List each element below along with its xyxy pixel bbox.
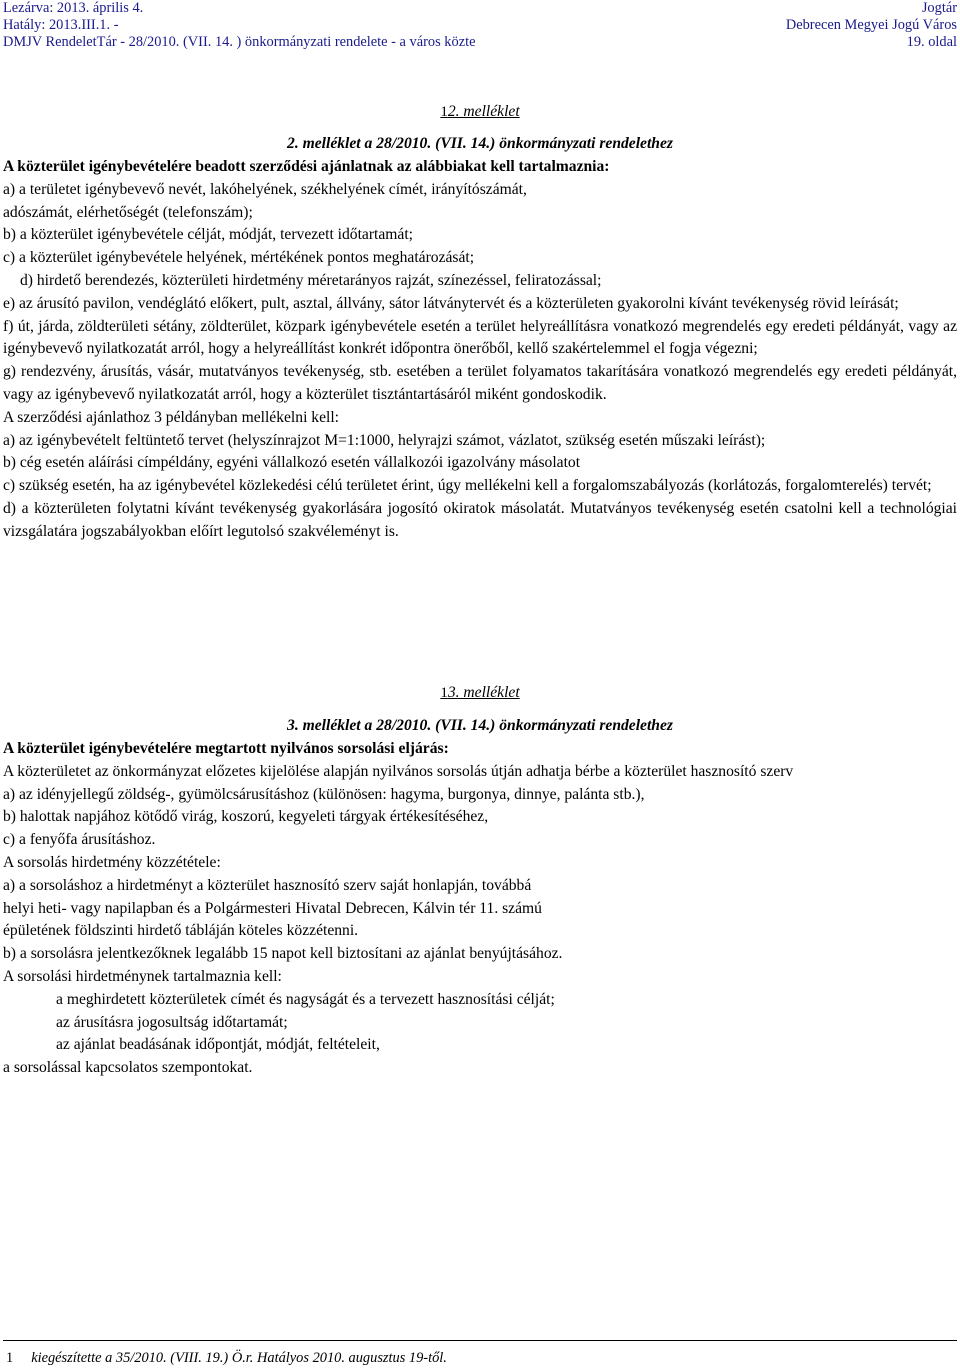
footnote-text: kiegészítette a 35/2010. (VIII. 19.) Ö.r. Hatályos 2010. augusztus 19-től. bbox=[31, 1350, 447, 1366]
annex2-attach-d: d) a közterületen folytatni kívánt tevékenység gyakorlására jogosító okiratok másolatát. Mutatványos tevékenység esetén csatolni kell a technológiai vizsgálatára jogszabályokban előírt legutolsó szakvéleményt is. bbox=[3, 499, 957, 540]
annex2-body bbox=[3, 156, 957, 544]
annex3-publication-line-2: helyi heti- vagy napilapban és a Polgármesteri Hivatal Debrecen, Kálvin tér 11. számú bbox=[3, 899, 542, 917]
annex3-content-item-2: az árusításra jogosultság időtartamát; bbox=[56, 1013, 288, 1031]
annex3-content-item-3: az ajánlat beadásának időpontját, módját, feltételeit, bbox=[56, 1036, 380, 1054]
header-document-title: DMJV RendeletTár - 28/2010. (VII. 14. ) önkormányzati rendelete - a város közte bbox=[3, 34, 476, 50]
annex3-item-a: a) az idényjellegű zöldség-, gyümölcsárusításhoz (különösen: hagyma, burgonya, dinnye, palánta stb.), bbox=[3, 785, 645, 803]
annex3-body bbox=[3, 738, 957, 1080]
annex2-item-e: e) az árusító pavilon, vendéglátó előkert, pult, asztal, állvány, sátor látványtervét és a közterületen gyakorolni kívánt tevékenység rövid leírását; bbox=[3, 294, 899, 312]
annex3-item-b: b) halottak napjához kötődő virág, koszorú, kegyeleti tárgyak értékesítéséhez, bbox=[3, 808, 489, 826]
annex2-attach-intro: A szerződési ajánlathoz 3 példányban mellékelni kell: bbox=[3, 408, 340, 426]
annex3-link[interactable] bbox=[440, 684, 519, 701]
footnote-number: 1 bbox=[6, 1350, 14, 1366]
annex2-item-d: d) hirdető berendezés, közterületi hirdetmény méretarányos rajzát, színezéssel, feliratozással; bbox=[20, 271, 602, 289]
annex3-footnote-mark[interactable]: 1 bbox=[440, 685, 448, 701]
annex2-item-a: a) a területet igénybevevő nevét, lakóhelyének, székhelyének címét, irányítószámát, bbox=[3, 180, 527, 198]
header-publisher: Debrecen Megyei Jogú Város bbox=[785, 17, 957, 33]
annex2-footnote-mark[interactable]: 1 bbox=[440, 104, 448, 120]
annex3-content-intro: A sorsolási hirdetménynek tartalmaznia kell: bbox=[3, 967, 282, 985]
annex3-item-c: c) a fenyőfa árusításhoz. bbox=[3, 831, 156, 849]
header-closed-date: Lezárva: 2013. április 4. bbox=[3, 0, 144, 16]
annex3-link-line bbox=[3, 682, 957, 705]
annex2-attach-c: c) szükség esetén, ha az igénybevétel közlekedési célú területet érint, úgy mellékelni kell a forgalomszabályozás (korlátozás, forgalomterelés) tervét; bbox=[3, 477, 932, 495]
annex3-title: 3. melléklet a 28/2010. (VII. 14.) önkormányzati rendelethez bbox=[287, 717, 673, 734]
header-effective-date: Hatály: 2013.III.1. - bbox=[3, 17, 119, 33]
page-header bbox=[3, 0, 957, 51]
annex3-publication-line-3: épületének földszinti hirdető tábláján köteles közzétenni. bbox=[3, 922, 359, 940]
annex2-link-line bbox=[3, 101, 957, 124]
header-page-number: 19. oldal bbox=[906, 34, 957, 50]
annex2-attach-a: a) az igénybevételt feltüntető tervet (helyszínrajzot M=1:1000, helyrajzi számot, vázlatot, szükség esetén műszaki leírást); bbox=[3, 431, 766, 449]
footnote-separator bbox=[3, 1340, 957, 1341]
annex3-intro: A közterületet az önkormányzat előzetes kijelölése alapján nyilvános sorsolás útján adhatja bérbe a közterület hasznosító szerv bbox=[3, 762, 794, 780]
annex2-title: 2. melléklet a 28/2010. (VII. 14.) önkormányzati rendelethez bbox=[287, 135, 673, 152]
annex3-link-label[interactable]: 3. melléklet bbox=[447, 684, 520, 701]
annex3-publication-line-1: a) a sorsoláshoz a hirdetményt a közterület hasznosító szerv saját honlapján, továbbá bbox=[3, 876, 532, 894]
header-row-2 bbox=[3, 17, 957, 34]
annex3-publication-intro: A sorsolás hirdetmény közzététele: bbox=[3, 853, 221, 871]
header-product-name: Jogtár bbox=[921, 0, 957, 16]
annex2-heading: A közterület igénybevételére beadott szerződési ajánlatnak az alábbiakat kell tartalmaznia: bbox=[3, 158, 610, 175]
annex2-link[interactable] bbox=[440, 103, 519, 120]
annex2-item-f: f) út, járda, zöldterületi sétány, zöldterület, közpark igénybevétele esetén a terület helyreállításra vonatkozó megrendelés egy eredeti példányát, vagy az igénybevevő nyilatkozatát arról, hogy a helyreállítást konkrét időpontra önerőből, kellő szakértelemmel el fogja végezni; bbox=[3, 317, 957, 358]
annex2-link-label[interactable]: 2. melléklet bbox=[447, 103, 520, 120]
annex2-item-a-cont: adószámát, elérhetőségét (telefonszám); bbox=[3, 203, 253, 221]
annex2-attach-b: b) cég esetén aláírási címpéldány, egyéni vállalkozó esetén vállalkozói igazolvány másolatot bbox=[3, 454, 581, 472]
header-row-1 bbox=[3, 0, 957, 17]
annex2-item-b: b) a közterület igénybevétele célját, módját, tervezett időtartamát; bbox=[3, 226, 414, 244]
annex3-publication-line-4: b) a sorsolásra jelentkezőknek legalább 15 napot kell biztosítani az ajánlat benyújtásához. bbox=[3, 945, 563, 963]
annex3-content-item-1: a meghirdetett közterületek címét és nagyságát és a tervezett hasznosítási célját; bbox=[56, 990, 555, 1008]
annex2-item-c: c) a közterület igénybevétele helyének, mértékének pontos meghatározását; bbox=[3, 249, 475, 267]
annex3-heading: A közterület igénybevételére megtartott nyilvános sorsolási eljárás: bbox=[3, 740, 449, 757]
footnote bbox=[6, 1349, 447, 1367]
annex3-closing: a sorsolással kapcsolatos szempontokat. bbox=[3, 1059, 253, 1077]
header-row-3 bbox=[3, 34, 957, 51]
annex2-item-g: g) rendezvény, árusítás, vásár, mutatványos tevékenység, stb. esetében a terület folyamatos takarítására vonatkozó megrendelés egy eredeti példányát, vagy az igénybevevő nyilatkozatát arról, hogy a közterület tisztántartásáról miként gondoskodik. bbox=[3, 363, 957, 403]
